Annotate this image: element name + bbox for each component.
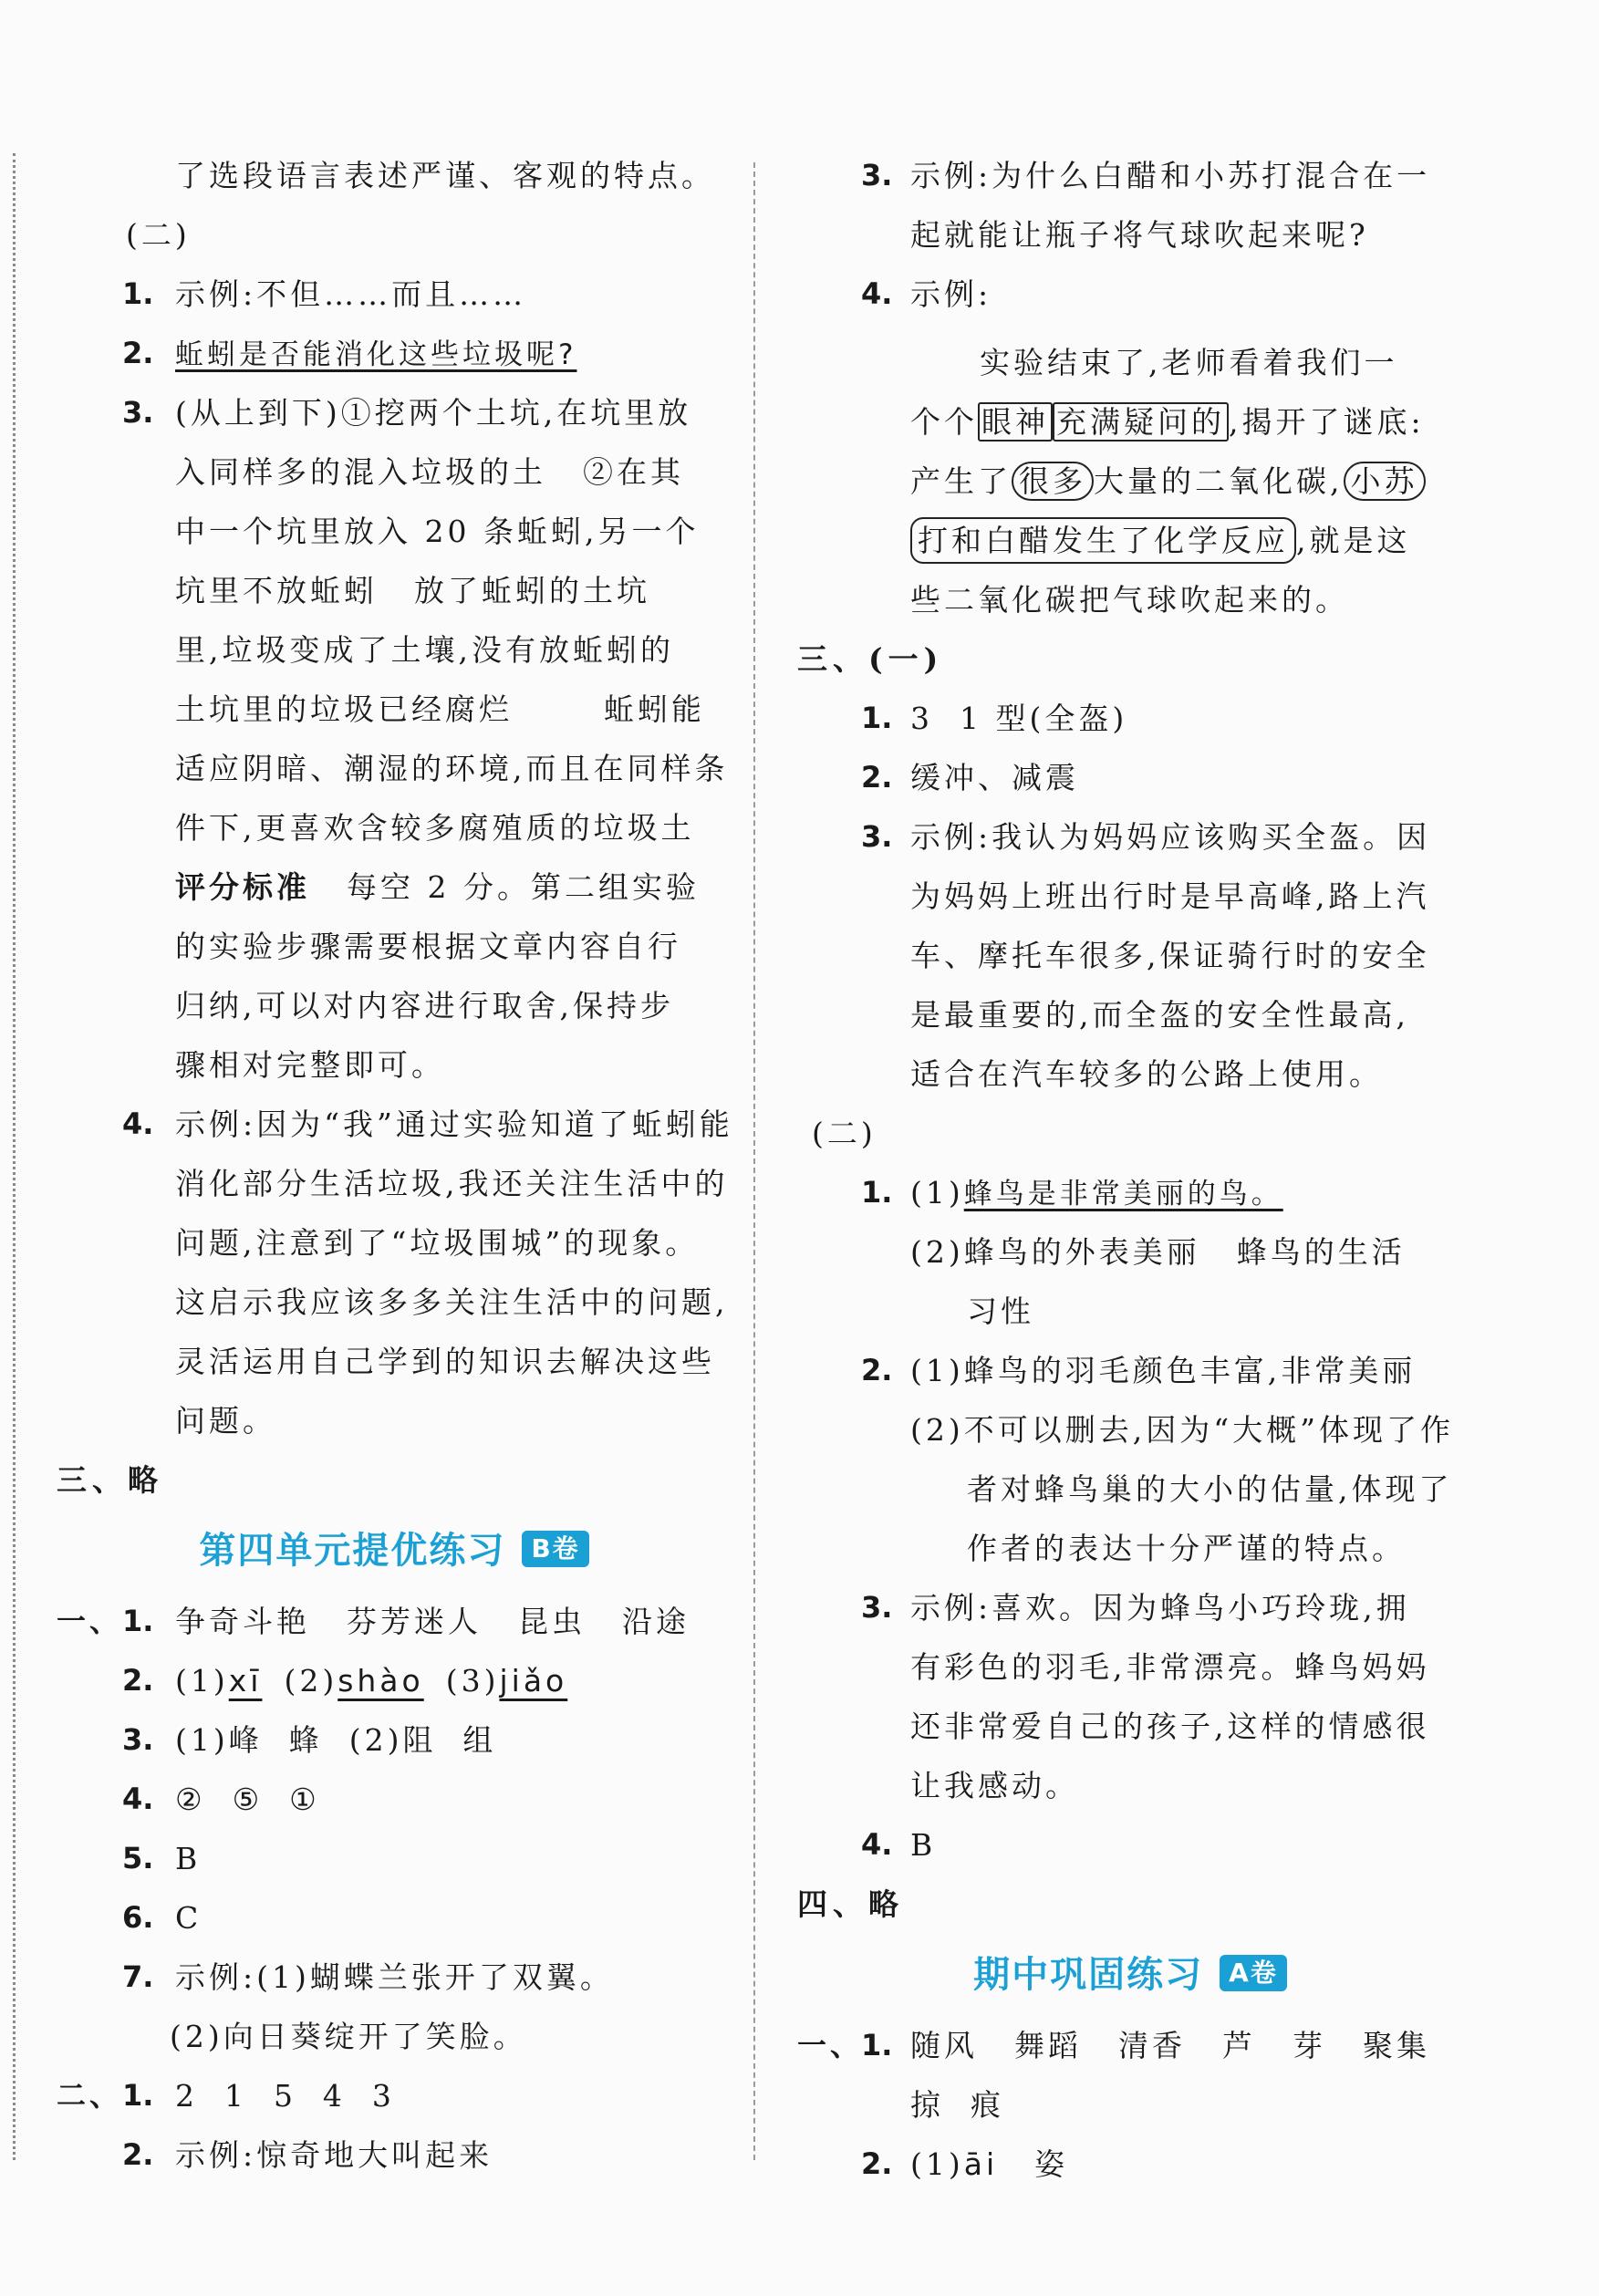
answer-word: 清香 bbox=[1118, 2028, 1186, 2063]
handwritten-answer: 蚯蚓是否能消化这些垃圾呢? bbox=[175, 338, 577, 371]
binding-cut-line bbox=[13, 153, 16, 2160]
answer-item bbox=[797, 2016, 1463, 2075]
answer-text: C bbox=[175, 1900, 202, 1936]
text-line bbox=[797, 1222, 1463, 1282]
text-line: 灵活运用自己学到的知识去解决这些 bbox=[175, 1344, 715, 1379]
answer-item bbox=[797, 748, 1463, 807]
passage-text: ,就是这 bbox=[1296, 523, 1411, 558]
item-number: 3. bbox=[122, 395, 154, 430]
text-line: 的实验步骤需要根据文章内容自行 bbox=[175, 929, 681, 964]
item-number: 7. bbox=[122, 1959, 154, 1994]
answer-word: 争奇斗艳 bbox=[175, 1604, 310, 1639]
answer-item bbox=[797, 1163, 1463, 1222]
answer-item bbox=[797, 1815, 1463, 1875]
item-number: 1. bbox=[122, 1604, 154, 1638]
text-line: 件下,更喜欢含较多腐殖质的垃圾土 bbox=[175, 810, 695, 846]
answer-text: (1) bbox=[910, 2146, 964, 2182]
scoring-text: 每空 2 分。第二组实验 bbox=[347, 869, 700, 905]
answer-text: 缓冲、减震 bbox=[910, 760, 1079, 795]
text-line bbox=[57, 442, 732, 502]
item-number: 2. bbox=[861, 760, 893, 795]
answer-word: 芬芳迷人 bbox=[347, 1604, 482, 1639]
answer-item bbox=[57, 2125, 732, 2185]
text-line: 消化部分生活垃圾,我还关注生活中的 bbox=[175, 1166, 729, 1201]
item-number: 2. bbox=[861, 1353, 893, 1387]
text-line: 掠 痕 bbox=[910, 2087, 1004, 2123]
item-number: 4. bbox=[861, 276, 893, 311]
handwritten-passage-line: 实验结束了,老师看着我们一 bbox=[980, 345, 1398, 380]
column-divider bbox=[753, 162, 755, 2160]
answer-text: (1) bbox=[910, 1175, 964, 1210]
answer-text: B bbox=[175, 1841, 202, 1876]
handwritten-answer: 蜂鸟是非常美丽的鸟。 bbox=[963, 1178, 1283, 1210]
item-number: 4. bbox=[861, 1827, 893, 1862]
answer-text: ② ⑤ ① bbox=[175, 1782, 320, 1817]
text-line: 问题,注意到了“垃圾围城”的现象。 bbox=[175, 1225, 700, 1261]
answer-item bbox=[57, 1948, 732, 2007]
text-line: 者对蜂鸟巢的大小的估量,体现了 bbox=[967, 1471, 1453, 1507]
scoring-note bbox=[57, 857, 732, 917]
handwritten-passage-line: 些二氧化碳把气球吹起来的。 bbox=[910, 582, 1349, 618]
section-heading: (二) bbox=[126, 217, 191, 253]
answer-text: B bbox=[910, 1827, 937, 1863]
text-line: 还非常爱自己的孩子,这样的情感很 bbox=[910, 1709, 1430, 1744]
answer-item bbox=[797, 1341, 1463, 1400]
item-number: 1. bbox=[122, 2078, 154, 2113]
answer-text: (3) bbox=[445, 1663, 500, 1699]
answer-word: 聚集 bbox=[1363, 2028, 1430, 2063]
item-number: 2. bbox=[122, 336, 154, 370]
item-number: 3. bbox=[122, 1722, 154, 1757]
item-number: 4. bbox=[122, 1782, 154, 1816]
section-heading: 四、略 bbox=[797, 1886, 904, 1922]
section-heading: (二) bbox=[812, 1116, 877, 1151]
section-heading: 三、略 bbox=[57, 1462, 163, 1498]
answer-item bbox=[57, 1592, 732, 1651]
passage-text: 个个 bbox=[910, 404, 978, 440]
unit-title-text: 第四单元提优练习 bbox=[199, 1530, 506, 1572]
text-line: 归纳,可以对内容进行取舍,保持步 bbox=[175, 988, 674, 1023]
text-line: 有彩色的羽毛,非常漂亮。蜂鸟妈妈 bbox=[910, 1649, 1430, 1685]
text-line: 这启示我应该多多关注生活中的问题, bbox=[175, 1284, 729, 1320]
handwritten-passage-line bbox=[797, 392, 1463, 452]
text-line: 是最重要的,而全盔的安全性最高, bbox=[910, 997, 1409, 1033]
answer-item bbox=[57, 1829, 732, 1888]
answer-text: (从上到下)①挖两个土坑,在坑里放 bbox=[175, 395, 692, 431]
answer-text: 示例:惊奇地大叫起来 bbox=[175, 2137, 493, 2173]
text-line bbox=[57, 561, 732, 620]
answer-word: 芦 bbox=[1222, 2028, 1256, 2063]
item-number: 2. bbox=[122, 1663, 154, 1698]
answer-item bbox=[57, 324, 732, 383]
section-heading: 三、(一) bbox=[797, 641, 944, 677]
passage-text: 产生了 bbox=[910, 463, 1012, 499]
answer-text: 示例:喜欢。因为蜂鸟小巧玲珑,拥 bbox=[910, 1590, 1410, 1626]
item-number: 3. bbox=[861, 158, 893, 192]
answer-text: (1)峰 蜂 (2)阻 组 bbox=[175, 1722, 497, 1758]
answer-word: 芽 bbox=[1293, 2028, 1326, 2063]
answer-text: 示例:因为“我”通过实验知道了蚯蚓能 bbox=[175, 1106, 733, 1142]
text-line: 骤相对完整即可。 bbox=[175, 1047, 445, 1083]
boxed-word: 充满疑问的 bbox=[1053, 402, 1229, 442]
text-line bbox=[57, 680, 732, 739]
left-column bbox=[57, 146, 732, 2185]
item-number: 2. bbox=[122, 2137, 154, 2172]
text-line: 作者的表达十分严谨的特点。 bbox=[967, 1531, 1406, 1566]
answer-item bbox=[57, 265, 732, 324]
answer-item bbox=[797, 146, 1463, 205]
answer-text: 土坑里的垃圾已经腐烂 bbox=[175, 691, 513, 727]
text-line: (2)向日葵绽开了笑脸。 bbox=[170, 2019, 527, 2054]
text-line: 里,垃圾变成了土壤,没有放蚯蚓的 bbox=[175, 632, 674, 668]
section-number: 二、 bbox=[57, 2078, 123, 2113]
answer-word: 随风 bbox=[910, 2028, 978, 2063]
answer-text: 入同样多的混入垃圾的土 bbox=[175, 454, 546, 490]
item-number: 1. bbox=[861, 701, 893, 735]
scoring-label: 评分标准 bbox=[175, 869, 310, 905]
answer-text: (2) bbox=[284, 1663, 338, 1699]
handwritten-passage-line bbox=[797, 511, 1463, 570]
unit-title bbox=[797, 1934, 1463, 2016]
pinyin-answer: jiǎo bbox=[499, 1663, 568, 1699]
passage-text: ,揭开了谜底: bbox=[1229, 404, 1425, 440]
answer-text: 蚯蚓能 bbox=[604, 691, 705, 727]
answer-item bbox=[797, 1578, 1463, 1637]
answer-text: 示例: bbox=[910, 276, 992, 312]
answer-item bbox=[57, 383, 732, 442]
answer-item bbox=[57, 1770, 732, 1829]
answer-text: 示例:我认为妈妈应该购买全盔。因 bbox=[910, 819, 1431, 855]
handwritten-passage-line bbox=[797, 452, 1463, 511]
answer-text: 示例:不但……而且…… bbox=[175, 276, 527, 312]
pinyin-answer: shào bbox=[337, 1663, 424, 1699]
text-line: 问题。 bbox=[175, 1403, 276, 1439]
item-number: 4. bbox=[122, 1106, 154, 1141]
item-number: 1. bbox=[861, 1175, 893, 1210]
answer-item bbox=[57, 1095, 732, 1154]
answer-item bbox=[797, 807, 1463, 867]
pinyin-answer: āi bbox=[963, 2146, 999, 2182]
paper-badge: A卷 bbox=[1220, 1955, 1287, 1991]
answer-text: 蜂鸟的生活 bbox=[1236, 1234, 1406, 1270]
answer-item bbox=[57, 1710, 732, 1770]
answer-word: 舞蹈 bbox=[1014, 2028, 1082, 2063]
paper-badge: B卷 bbox=[522, 1531, 588, 1567]
text-line: 习性 bbox=[967, 1293, 1034, 1329]
answer-text: 姿 bbox=[1034, 2146, 1069, 2182]
unit-title bbox=[57, 1510, 732, 1592]
answer-text: 坑里不放蚯蚓 bbox=[175, 573, 378, 608]
text-line: 适应阴暗、潮湿的环境,而且在同样条 bbox=[175, 751, 729, 786]
boxed-word: 眼神 bbox=[978, 402, 1053, 442]
section-number: 一、 bbox=[797, 2028, 864, 2062]
item-number: 1. bbox=[122, 276, 154, 311]
item-number: 3. bbox=[861, 819, 893, 854]
circled-word: 很多 bbox=[1012, 462, 1094, 501]
circled-word: 小苏 bbox=[1344, 462, 1426, 501]
answer-text: 示例:(1)蝴蝶兰张开了双翼。 bbox=[175, 1959, 614, 1995]
text-line: 让我感动。 bbox=[910, 1768, 1079, 1803]
answer-item bbox=[57, 1651, 732, 1710]
passage-text: 大量的二氧化碳, bbox=[1094, 463, 1344, 499]
answer-item bbox=[57, 1888, 732, 1948]
item-number: 2. bbox=[861, 2146, 893, 2181]
answer-text: 示例:为什么白醋和小苏打混合在一 bbox=[910, 158, 1431, 193]
answer-text: ②在其 bbox=[583, 454, 684, 490]
unit-title-text: 期中巩固练习 bbox=[973, 1954, 1204, 1996]
right-column bbox=[797, 146, 1463, 2194]
text-line: 起就能让瓶子将气球吹起来呢? bbox=[910, 217, 1369, 253]
item-number: 1. bbox=[861, 2028, 893, 2062]
answer-text: 3 1 型(全盔) bbox=[910, 701, 1128, 736]
answer-word: 昆虫 bbox=[518, 1604, 586, 1639]
item-number: 3. bbox=[861, 1590, 893, 1625]
answer-item bbox=[797, 2135, 1463, 2194]
answer-text: (2)蜂鸟的外表美丽 bbox=[910, 1234, 1200, 1270]
answer-item bbox=[797, 265, 1463, 324]
text-line: 车、摩托车很多,保证骑行时的安全 bbox=[910, 938, 1430, 973]
answer-word: 沿途 bbox=[622, 1604, 690, 1639]
item-number: 6. bbox=[122, 1900, 154, 1935]
section-number: 一、 bbox=[57, 1604, 123, 1638]
answer-text: 2 1 5 4 3 bbox=[175, 2078, 395, 2114]
answer-item bbox=[57, 2066, 732, 2125]
answer-text: (1) bbox=[175, 1663, 229, 1699]
answer-item bbox=[797, 689, 1463, 748]
answer-text: (1)蜂鸟的羽毛颜色丰富,非常美丽 bbox=[910, 1353, 1417, 1388]
text-line: (2)不可以删去,因为“大概”体现了作 bbox=[910, 1412, 1454, 1448]
text-line: 适合在汽车较多的公路上使用。 bbox=[910, 1056, 1383, 1092]
text-line: 了选段语言表述严谨、客观的特点。 bbox=[175, 158, 715, 193]
text-line: 中一个坑里放入 20 条蚯蚓,另一个 bbox=[175, 514, 700, 549]
text-line: 为妈妈上班出行时是早高峰,路上汽 bbox=[910, 878, 1430, 914]
item-number: 5. bbox=[122, 1841, 154, 1875]
circled-phrase: 打和白醋发生了化学反应 bbox=[910, 517, 1296, 564]
pinyin-answer: xī bbox=[228, 1663, 263, 1699]
answer-text: 放了蚯蚓的土坑 bbox=[414, 573, 650, 608]
